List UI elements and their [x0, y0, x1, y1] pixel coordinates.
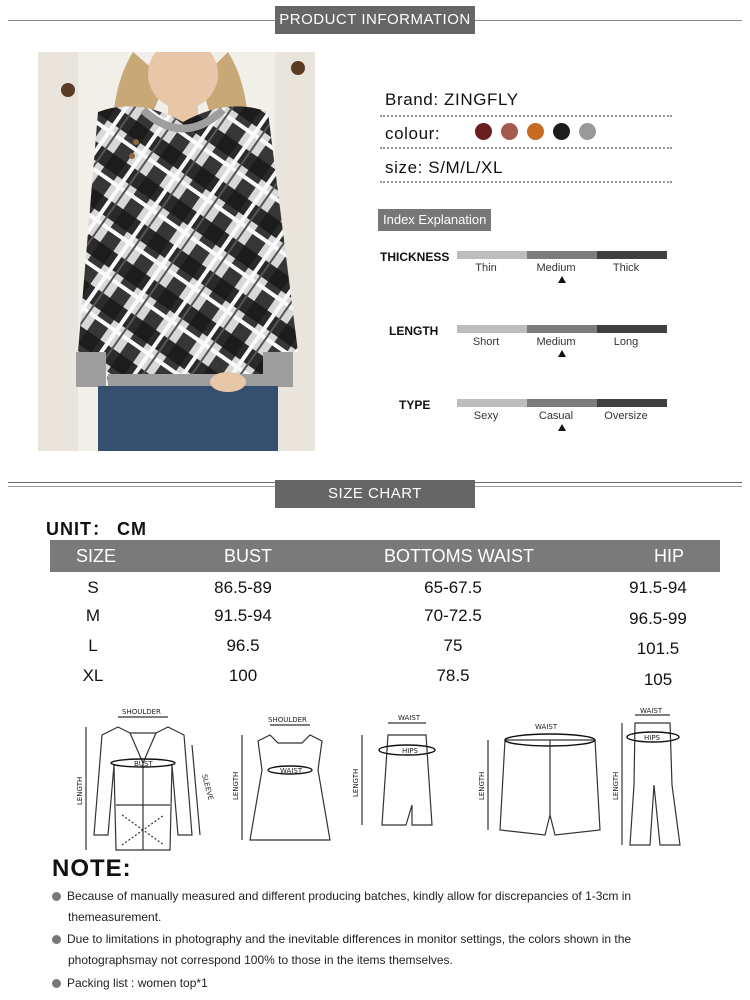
label-length: LENGTH — [232, 771, 240, 800]
index-segment — [457, 325, 527, 333]
shorts-diagram — [488, 734, 600, 835]
index-explanation-label: Index Explanation — [378, 209, 491, 231]
size-cell: 101.5 — [636, 639, 680, 658]
colour-swatch[interactable] — [475, 123, 492, 140]
colour-swatch[interactable] — [527, 123, 544, 140]
label-length: LENGTH — [478, 771, 486, 800]
index-segment — [527, 325, 597, 333]
size-cell: S — [87, 578, 99, 597]
size-table-header — [50, 540, 720, 572]
size-cell: 86.5-89 — [214, 578, 272, 597]
colour-swatch[interactable] — [579, 123, 596, 140]
label-hips: HIPS — [402, 747, 418, 755]
selected-marker-icon — [558, 424, 566, 431]
divider — [380, 181, 672, 183]
label-length: LENGTH — [352, 768, 360, 797]
note-item-2 — [52, 929, 702, 971]
size-cell: 70-72.5 — [424, 606, 482, 625]
index-tick-label: Casual — [538, 410, 574, 422]
index-segment — [597, 399, 667, 407]
jacket-diagram — [86, 717, 200, 850]
label-waist: WAIST — [398, 714, 421, 722]
label-length: LENGTH — [612, 771, 620, 800]
divider — [380, 147, 672, 149]
size-cell: 100 — [228, 666, 258, 685]
size-cell: 65-67.5 — [424, 578, 482, 597]
index-segment — [527, 399, 597, 407]
header-bust: BUST — [224, 546, 273, 566]
index-tick-label: Long — [613, 336, 639, 348]
label-bust: BUST — [134, 760, 153, 768]
size-cell: 75 — [443, 636, 463, 655]
colour-swatch[interactable] — [553, 123, 570, 140]
size-cell: 96.5 — [226, 636, 260, 655]
size-cell: 91.5-94 — [629, 578, 687, 597]
header-size: SIZE — [76, 546, 117, 566]
index-segment — [457, 251, 527, 259]
product-info-banner: PRODUCT INFORMATION — [275, 6, 475, 34]
index-segment — [597, 251, 667, 259]
selected-marker-icon — [558, 276, 566, 283]
size-cell: 96.5-99 — [629, 609, 687, 628]
index-tick-label: Thin — [475, 262, 497, 274]
unit-label: UNIT： CM — [46, 519, 147, 539]
size-chart-banner: SIZE CHART — [275, 480, 475, 508]
bullet-icon — [52, 892, 61, 901]
divider — [380, 115, 672, 117]
selected-marker-icon — [558, 350, 566, 357]
note-title: NOTE: — [52, 855, 132, 882]
size-cell: XL — [82, 666, 104, 685]
colour-label: colour: — [385, 124, 441, 143]
size-text: size: S/M/L/XL — [385, 158, 503, 177]
measurement-diagrams — [60, 705, 700, 855]
brand-text: Brand: ZINGFLY — [385, 90, 519, 109]
bullet-icon — [52, 935, 61, 944]
note-text: Packing list : women top*1 — [67, 976, 208, 990]
label-shoulder: SHOULDER — [268, 716, 307, 724]
index-segment — [597, 325, 667, 333]
header-hip: HIP — [654, 546, 685, 566]
index-segment — [527, 251, 597, 259]
note-text: photographsmay not correspond 100% to those in the items themselves. — [68, 953, 453, 967]
label-shoulder: SHOULDER — [122, 708, 161, 716]
label-waist: WAIST — [535, 723, 558, 731]
colour-swatch[interactable] — [501, 123, 518, 140]
dress-diagram — [242, 725, 330, 840]
index-label: LENGTH — [389, 324, 439, 338]
label-waist: WAIST — [280, 767, 303, 775]
index-tick-label: Medium — [536, 262, 576, 274]
pencil-skirt-diagram — [362, 723, 435, 825]
index-label: THICKNESS — [380, 250, 450, 264]
label-sleeve: SLEEVE — [200, 773, 215, 802]
note-text: themeasurement. — [68, 910, 162, 924]
note-item-3 — [52, 973, 702, 994]
size-cell: M — [85, 606, 101, 625]
label-length: LENGTH — [76, 776, 84, 805]
index-tick-label: Medium — [536, 336, 576, 348]
note-item-1 — [52, 886, 702, 928]
product-photo — [38, 52, 315, 451]
index-tick-label: Thick — [612, 262, 640, 274]
note-text: Because of manually measured and different producing batches, kindly allow for discrepancies of 1-3cm in — [67, 889, 632, 903]
index-tick-label: Oversize — [604, 410, 648, 422]
index-label: TYPE — [399, 398, 431, 412]
size-cell: L — [88, 636, 98, 655]
index-tick-label: Sexy — [473, 410, 499, 422]
header-bottoms-waist: BOTTOMS WAIST — [384, 546, 535, 566]
index-segment — [457, 399, 527, 407]
size-cell: 78.5 — [436, 666, 470, 685]
size-cell: 105 — [643, 670, 673, 689]
note-text: Due to limitations in photography and the inevitable differences in monitor settings, the colors shown in the — [67, 932, 632, 946]
label-hips: HIPS — [644, 734, 660, 742]
label-waist: WAIST — [640, 707, 663, 715]
index-tick-label: Short — [472, 336, 500, 348]
bullet-icon — [52, 979, 61, 988]
size-cell: 91.5-94 — [214, 606, 272, 625]
